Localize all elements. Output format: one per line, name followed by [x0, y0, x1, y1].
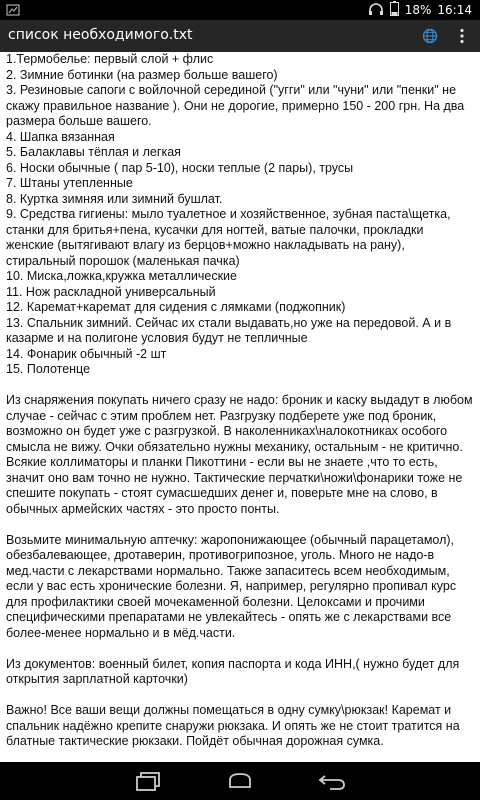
battery-icon	[390, 1, 399, 19]
document-title: список необходимого.txt	[8, 27, 193, 43]
globe-icon[interactable]	[418, 24, 442, 48]
clock: 16:14	[437, 3, 472, 17]
home-icon[interactable]	[220, 766, 260, 796]
headset-icon	[368, 2, 384, 19]
action-bar-buttons	[418, 24, 474, 48]
notification-icon	[6, 2, 20, 21]
back-icon[interactable]	[312, 766, 352, 796]
action-bar	[0, 20, 480, 52]
document-text: 1.Термобелье: первый слой + флис 2. Зимние ботинки (на размер больше вашего) 3. Резиновые сапоги с войлочной серединой ("угги" или "чуни" или "пенки" не скажу правильное название ). Они не дорогие, примерно 150 - 200 грн. На два размера больше вашего. 4. Шапка вязанная 5. Балаклавы тёплая и легкая 6. Носки обычные ( пар 5-10), носки теплые (2 пары), трусы 7. Штаны утепленные 8. Куртка зимняя или зимний бушлат. 9. Средства гигиены: мыло туалетное и хозяйственное, зубная паста\щетка, станки для бритья+пена, кусачки для ногтей, ватые палочки, прокладки женские (вытягивают влагу из берцов+можно накладывать на рану), стиральный порошок (маленькая пачка) 10. Миска,ложка,кружка металлические 11. Нож раскладной универсальный 12. Каремат+каремат для сидения с лямками (поджопник) 13. Спальник зимний. Сейчас их стали выдавать,но уже на передовой. А и в казарме и на полигоне условия будут не тепличные 14. Фонарик обычный -2 шт 15. Полотенце Из снаряжения покупать ничего сразу не надо: броник и каску выдадут в любом случае - сейчас с этим проблем нет. Разгрузку подберете уже под броник, возможно он будет уже с разгрузкой. В наколенниках\налокотниках особого смысла не вижу. Очки обязательно нужны механику, остальным - не критично. Всякие коллиматоры и планки Пикоттини - если вы не знаете ,что то есть, значит оно вам точно не нужно. Тактические перчатки\ножи\фонарики тоже не спешите покупать - стоят сумасшедших денег и, поверьте мне на слово, в обычных армейских частях - это просто понты. Возьмите минимальную аптечку: жаропонижающее (обычный парацетамол), обезбалевающее, дротаверин, противогрипозное, уголь. Много не надо-в мед.части с лекарствами нормально. Также запаситесь всем необходимым, если у вас есть хронические болезни. Я, например, регулярно пропивал курс для профилактики своей мочекаменной болезни. Целоксами и прочими специфическими препаратами не увлекайтесь - опять же с лекарствами все более-менее нормально и в мёд.части. Из документов: военный билет, копия паспорта и кода ИНН,( нужно будет для открытия зарплатной карточки) Важно! Все ваши вещи должны помещаться в одну сумку\рюкзак! Каремат и спальник надёжно крепите снаружи рюкзака. И опять же не стоит тратится на блатные тактические рюкзаки. Пойдёт обычная дорожная сумка.	[6, 52, 473, 748]
battery-percent: 18%	[404, 3, 432, 17]
status-indicators	[368, 0, 472, 20]
status-bar	[0, 0, 480, 20]
recents-icon[interactable]	[128, 766, 168, 796]
navigation-bar	[0, 762, 480, 800]
document-viewer[interactable]	[0, 52, 480, 762]
overflow-menu-icon[interactable]	[450, 24, 474, 48]
